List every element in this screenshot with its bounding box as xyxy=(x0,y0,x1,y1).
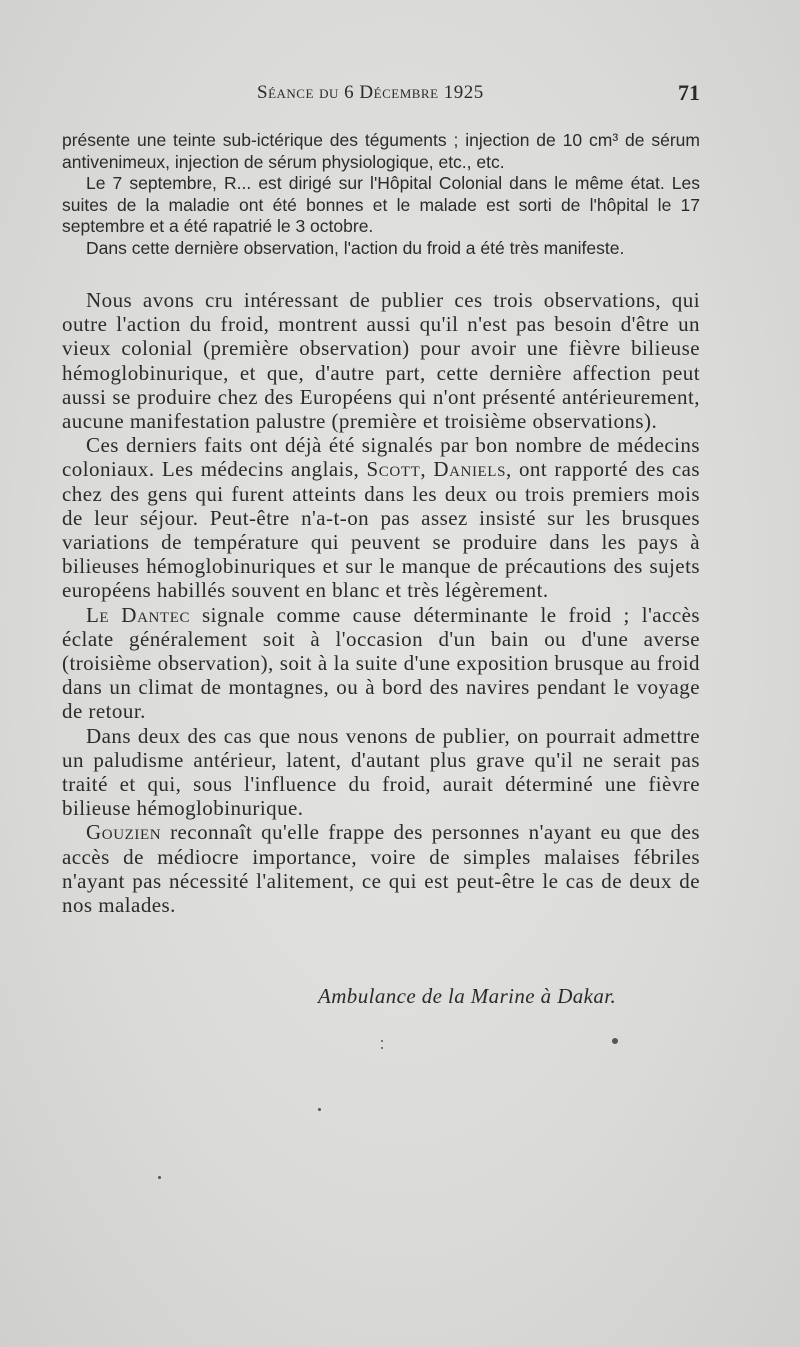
ink-speck xyxy=(158,1176,161,1179)
ink-speck xyxy=(381,1047,383,1049)
paragraph-text: signale comme cause déterminante le froid ; l'accès éclate généralement soit à l'occasion d'un bain ou d'une averse (troisième observation), soit à la suite d'une exposition brusque au froid dans un climat de montagnes, ou à bord des navires pendant le voyage de retour. xyxy=(62,602,701,724)
signature-line: Ambulance de la Marine à Dakar. xyxy=(318,984,617,1008)
ink-speck xyxy=(612,1038,618,1044)
body-paragraph-1: Nous avons cru intéressant de publier ces trois observations, qui outre l'action du froid, montrent aussi qu'il n'est pas besoin d'être un vieux colonial (première observation) pour avoir une fièvre bilieuse hémoglobinurique, et que, d'autre part, cette dernière affection peut aussi se produire chez des Européens qui n'ont présenté antérieurement, aucune manifestation palustre (première et troisième observations). xyxy=(62,288,700,434)
author-name: Daniels xyxy=(433,457,507,482)
note-paragraph-3: Dans cette dernière observation, l'action du froid a été très manifeste. xyxy=(86,237,625,258)
body-paragraph-5 xyxy=(62,820,700,917)
page-header xyxy=(62,82,702,112)
page-number: 71 xyxy=(678,80,700,105)
note-paragraph-1: présente une teinte sub-ictérique des téguments ; injection de 10 cm³ de sérum antivenimeux, injection de sérum physiologique, etc., etc. xyxy=(62,130,700,172)
note-paragraph-2: Le 7 septembre, R... est dirigé sur l'Hôpital Colonial dans le même état. Les suites de la maladie ont été bonnes et le malade est sorti de l'hôpital le 17 septembre et a été rapatrié le 3 octobre. xyxy=(62,173,700,236)
author-name: Scott xyxy=(366,457,421,482)
ink-speck xyxy=(381,1040,383,1042)
observation-notes xyxy=(62,130,700,259)
ink-speck xyxy=(318,1108,321,1111)
running-head: Séance du 6 Décembre 1925 xyxy=(257,82,484,103)
body-paragraph-2 xyxy=(62,433,700,602)
paragraph-text: , ont rapporté des cas chez des gens qui furent atteints dans les deux ou trois premiers mois de leur séjour. Peut-être n'a-t-on pas assez insisté sur les brusques variations de température qui peuvent se produire dans les pays à bilieuses hémoglobinuriques et sur le manque de précautions des sujets européens habillés souvent en blanc et très légèrement. xyxy=(62,457,700,603)
author-name: Gouzien xyxy=(86,820,162,845)
body-paragraph-4: Dans deux des cas que nous venons de publier, on pourrait admettre un paludisme antérieur, latent, d'autant plus grave qu'il ne serait pas traité et qui, sous l'influence du froid, aurait déterminé une fièvre bilieuse hémoglobinurique. xyxy=(62,723,700,821)
body-paragraph-3 xyxy=(62,603,700,724)
separator: , xyxy=(420,457,434,482)
main-text xyxy=(62,288,700,917)
paragraph-text: Ces derniers faits ont déjà été signalés par bon nombre de médecins coloniaux. Les médecins anglais, xyxy=(62,433,700,482)
paragraph-text: reconnaît qu'elle frappe des personnes n'ayant eu que des accès de médiocre importance, voire de simples malaises fébriles n'ayant pas nécessité l'alitement, ce qui est peut-être le cas de deux de nos malades. xyxy=(62,820,700,918)
author-name: Le Dantec xyxy=(86,602,191,627)
